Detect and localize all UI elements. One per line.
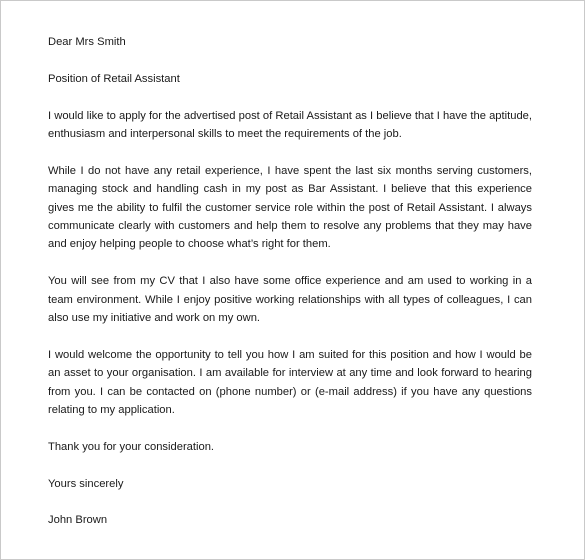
subject-line: Position of Retail Assistant <box>48 72 180 85</box>
body-paragraph: You will see from my CV that I also have some office experience and am used to working in a team environment. While I enjoy positive working relationships with all types of colleagues, I can also use my initiative and work on my own. <box>48 275 532 325</box>
body-paragraph: I would like to apply for the advertised post of Retail Assistant as I believe that I have the aptitude, enthusiasm and interpersonal skills to meet the requirements of the job. <box>48 109 532 140</box>
body-paragraph: I would welcome the opportunity to tell you how I am suited for this position and how I would be an asset to your organisation. I am available for interview at any time and look forward to hearing from you. I can be contacted on (phone number) or (e-mail address) if you have any questions relating to my application. <box>48 348 532 417</box>
body-paragraph: While I do not have any retail experience, I have spent the last six months serving customers, managing stock and handling cash in my post as Bar Assistant. I believe that this experience gives me the ability to fulfil the customer service role within the post of Retail Assistant. I always communicate clearly with customers and help them to resolve any problems that they may have and enjoy helping people to choose what’s right for them. <box>48 164 532 251</box>
signature: John Brown <box>48 514 108 527</box>
closing: Yours sincerely <box>48 477 124 490</box>
cover-letter <box>48 33 532 530</box>
salutation: Dear Mrs Smith <box>48 36 126 48</box>
thanks-line: Thank you for your consideration. <box>48 440 215 453</box>
